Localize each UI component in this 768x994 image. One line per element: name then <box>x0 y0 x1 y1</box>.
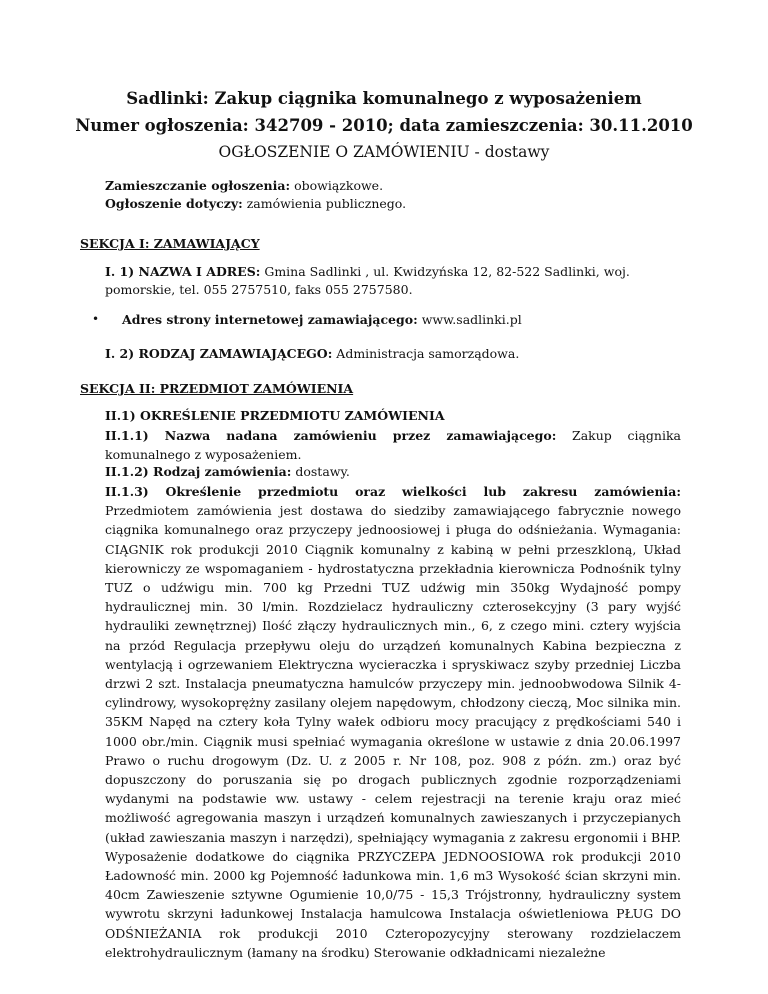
document-title: Sadlinki: Zakup ciągnika komunalnego z wyposażeniem <box>126 89 642 108</box>
website-label: Adres strony internetowej zamawiającego: <box>122 312 418 327</box>
website-line <box>122 312 522 327</box>
publication-label: Zamieszczanie ogłoszenia: <box>105 178 291 193</box>
client-type-label: I. 2) RODZAJ ZAMAWIAJĄCEGO: <box>105 346 333 361</box>
order-kind-value: dostawy. <box>295 464 350 479</box>
client-type-line <box>105 346 519 361</box>
order-kind-label: II.1.2) Rodzaj zamówienia: <box>105 464 292 479</box>
concerns-value: zamówienia publicznego. <box>246 196 407 211</box>
website-link[interactable]: www.sadlinki.pl <box>421 312 522 327</box>
order-description-label: II.1.3) Określenie przedmiotu oraz wielkości lub zakresu zamówienia: <box>105 484 681 499</box>
publication-line <box>105 178 383 193</box>
section2-sub1: II.1) OKREŚLENIE PRZEDMIOTU ZAMÓWIENIA <box>105 408 445 423</box>
section1-heading: SEKCJA I: ZAMAWIAJĄCY <box>80 236 260 251</box>
concerns-line <box>105 196 406 211</box>
order-description-block <box>105 482 681 962</box>
notice-type: OGŁOSZENIE O ZAMÓWIENIU - dostawy <box>218 143 550 161</box>
order-name-block <box>105 426 681 464</box>
order-kind-line <box>105 464 350 479</box>
bullet-icon: • <box>92 312 100 326</box>
name-address-label: I. 1) NAZWA I ADRES: <box>105 264 261 279</box>
order-name-label: II.1.1) Nazwa nadana zamówieniu przez zamawiającego: <box>105 428 557 443</box>
publication-value: obowiązkowe. <box>294 178 384 193</box>
name-address-line <box>105 264 630 279</box>
name-address-value-2: pomorskie, tel. 055 2757510, faks 055 2757580. <box>105 282 413 297</box>
order-description-text: Przedmiotem zamówienia jest dostawa do siedziby zamawiającego fabrycznie nowego ciągnika komunalnego oraz przyczepy jednoosiowej i pługa do odśnieżania. Wymagania: CIĄGNIK rok produkcji 2010 Ciągnik komunalny z kabiną w pełni przeszkloną, Układ kierowniczy ze wspomaganiem - hydrostatyczna przekładnia kierownicza Podnośnik tylny TUZ o udźwigu min. 700 kg Przedni TUZ udźwig min 350kg Wydajność pompy hydraulicznej min. 30 l/min. Rozdzielacz hydrauliczny czterosekcyjny (3 pary wyjść hydrauliki zewnętrznej) Ilość złączy hydraulicznych min., 6, z czego mini. cztery wyjścia na przód Regulacja przepływu oleju do urządzeń komunalnych Kabina bezpieczna z wentylacją i ogrzewaniem Elektryczna wycieraczka i spryskiwacz szyby przedniej Liczba drzwi 2 szt. Instalacja pneumatyczna hamulców przyczepy min. jednoobwodowa Silnik 4-cylindrowy, wysokoprężny zasilany olejem napędowym, chłodzony cieczą, Moc silnika min. 35KM Napęd na cztery koła Tylny wałek odbioru mocy pracujący z prędkościami 540 i 1000 obr./min. Ciągnik musi spełniać wymagania określone w ustawie z dnia 20.06.1997 Prawo o ruchu drogowym (Dz. U. z 2005 r. Nr 108, poz. 908 z późn. zm.) oraz być dopuszczony do poruszania się po drogach publicznych zgodnie rozporządzeniami wydanymi na podstawie ww. ustawy - celem rejestracji na terenie kraju oraz mieć możliwość agregowania maszyn i urządzeń komunalnych zawieszanych i przyczepianych (układ zawieszania maszyn i narzędzi), spełniający wymagania z zakresu ergonomii i BHP. Wyposażenie dodatkowe do ciągnika PRZYCZEPA JEDNOOSIOWA rok produkcji 2010 Ładowność min. 2000 kg Pojemność ładunkowa min. 1,6 m3 Wysokość ścian skrzyni min. 40cm Zawieszenie sztywne Ogumienie 10,0/75 - 15,3 Trójstronny, hydrauliczny system wywrotu skrzyni ładunkowej Instalacja hamulcowa Instalacja oświetleniowa PŁUG DO ODŚNIEŻANIA rok produkcji 2010 Czteropozycyjny sterowany rozdzielaczem elektrohydraulicznym (łamany na środku) Sterowanie odkładnicami niezależne <box>105 503 681 960</box>
client-type-value: Administracja samorządowa. <box>336 346 520 361</box>
name-address-value-1: Gmina Sadlinki , ul. Kwidzyńska 12, 82-522 Sadlinki, woj. <box>264 264 630 279</box>
section2-heading: SEKCJA II: PRZEDMIOT ZAMÓWIENIA <box>80 381 354 396</box>
document-subtitle: Numer ogłoszenia: 342709 - 2010; data zamieszczenia: 30.11.2010 <box>75 116 693 135</box>
order-name-value: Zakup ciągnika komunalnego z wyposażeniem. <box>105 428 681 463</box>
concerns-label: Ogłoszenie dotyczy: <box>105 196 243 211</box>
